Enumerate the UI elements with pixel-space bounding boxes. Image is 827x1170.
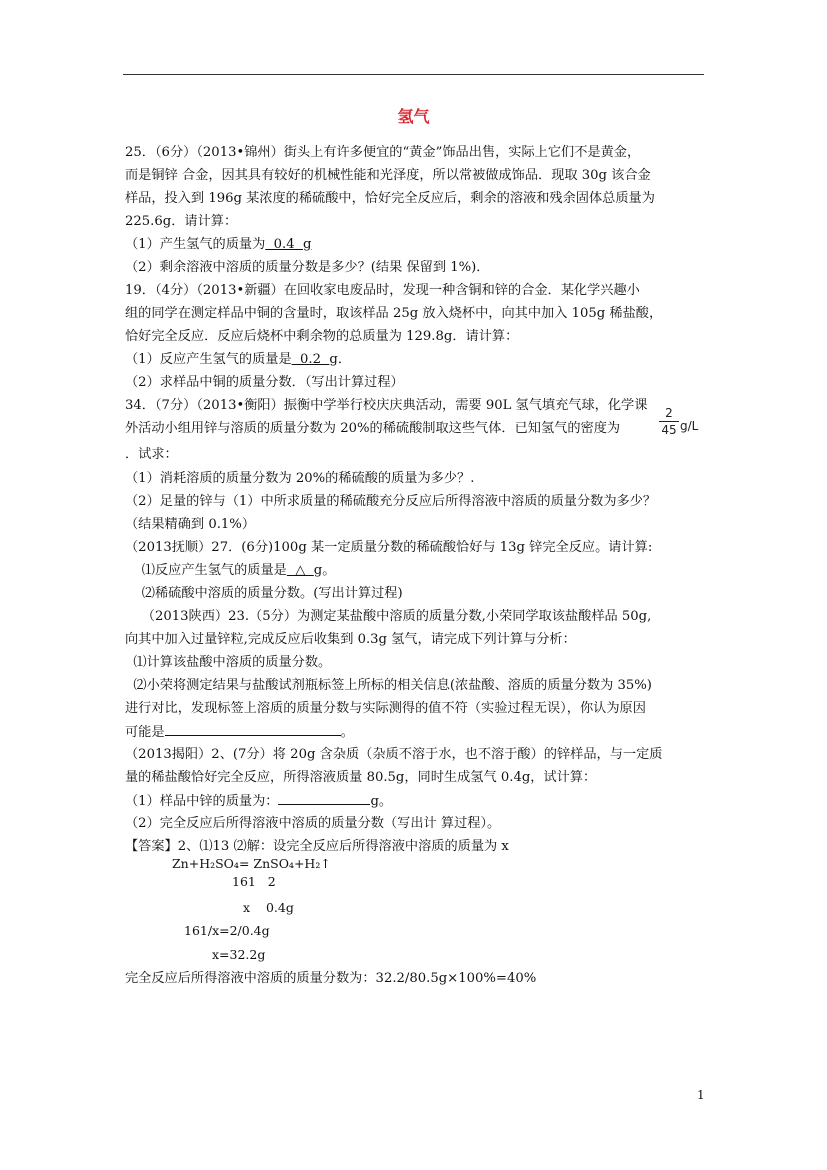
q19-line2: 组的同学在测定样品中铜的含量时，取该样品 25g 放入烧杯中，向其中加入 105g 稀盐酸， — [125, 306, 663, 321]
answer-proportion: 161/x=2/0.4g — [184, 923, 270, 938]
q19-line4 — [125, 351, 351, 369]
q2-line3 — [125, 792, 392, 811]
answer-ratio-bottom: x 0.4g — [243, 900, 294, 915]
q23-q2-text: 可能是 — [125, 725, 165, 740]
q25-line5 — [125, 236, 311, 254]
q19-line5: （2）求样品中铜的质量分数．（写出计算过程） — [125, 375, 404, 390]
answer-equation: Zn+H₂SO₄= ZnSO₄+H₂↑ — [172, 856, 331, 871]
header-rule — [123, 74, 704, 75]
q2-q1-unit: g。 — [370, 794, 393, 809]
q34-line2: 外活动小组用锌与溶质的质量分数为 20%的稀硫酸制取这些气体．已知氢气的密度为 — [125, 421, 621, 436]
density-fraction — [657, 406, 681, 437]
q25-line1: 25．（6分）（2013•锦州）街头上有许多便宜的“黄金”饰品出售，实际上它们不是黄金， — [125, 145, 641, 160]
answer-line1: 【答案】2、⑴13 ⑵解：设完全反应后所得溶液中溶质的质量为 x — [125, 839, 509, 854]
q34-line3: ．试求： — [125, 447, 178, 462]
density-denominator: 45 — [661, 423, 677, 437]
q23-line4: ⑵小荣将测定结果与盐酸试剂瓶标签上所标的相关信息(浓盐酸、溶质的质量分数为 35%) — [125, 678, 652, 693]
q25-q1-text: （1）产生氢气的质量为 — [125, 237, 266, 252]
answer-x-value: x=32.2g — [212, 947, 266, 962]
q19-q1-unit: g． — [329, 352, 352, 367]
q27-q1-unit: g。 — [313, 563, 336, 578]
q23-line1: （2013陕西）23.（5分）为测定某盐酸中溶质的质量分数,小荣同学取该盐酸样品 50g, — [125, 609, 652, 624]
q27-line2 — [125, 562, 335, 580]
q19-line3: 恰好完全反应．反应后烧杯中剩余物的总质量为 129.8g．请计算： — [125, 329, 519, 344]
page-title: 氢气 — [397, 107, 430, 126]
q2-line4: （2）完全反应后所得溶液中溶质的质量分数（写出计 算过程）。 — [125, 816, 501, 831]
q25-line3: 样品，投入到 196g 某浓度的稀硫酸中，恰好完全反应后，剩余的溶液和残余固体总质量为 — [125, 191, 655, 206]
q25-line2: 而是铜锌 合金，因其具有较好的机械性能和光泽度，所以常被做成饰品．现取 30g 该合金 — [125, 168, 651, 183]
q23-line5: 进行对比，发现标签上溶质的质量分数与实际测得的值不符（实验过程无误），你认为原因 — [125, 701, 646, 716]
answer-ratio-top: 161 2 — [232, 874, 276, 889]
q34-line4: （1）消耗溶质的质量分数为 20%的稀硫酸的质量为多少？. — [125, 471, 475, 486]
fraction-bar — [659, 421, 679, 422]
q27-line3: ⑵稀硫酸中溶质的质量分数。(写出计算过程) — [125, 586, 403, 601]
q27-q1-answer: △ — [286, 563, 314, 578]
q25-line4: 225.6g．请计算： — [125, 214, 238, 229]
page-number: 1 — [697, 1088, 705, 1102]
q2-line2: 量的稀盐酸恰好完全反应，所得溶液质量 80.5g，同时生成氢气 0.4g，试计算： — [125, 770, 597, 785]
q23-q2-end: 。 — [340, 725, 354, 740]
q27-q1-text: ⑴反应产生氢气的质量是 — [125, 563, 287, 578]
q27-line1: （2013抚顺）27．(6分)100g 某一定质量分数的稀硫酸恰好与 13g 锌完全反应。请计算: — [125, 540, 653, 555]
q25-line6: （2）剩余溶液中溶质的质量分数是多少？(结果 保留到 1%)． — [125, 260, 490, 275]
q19-q1-text: （1）反应产生氢气的质量是 — [125, 352, 292, 367]
q23-line6 — [125, 723, 354, 742]
q23-line2: 向其中加入过量锌粒,完成反应后收集到 0.3g 氢气，请完成下列计算与分析： — [125, 632, 576, 647]
q23-q2-blank — [165, 723, 341, 736]
density-unit: g/L — [680, 419, 699, 433]
answer-final: 完全反应后所得溶液中溶质的质量分数为：32.2/80.5g×100%=40% — [125, 971, 537, 986]
q34-line1: 34．（7分）（2013•衡阳）振衡中学举行校庆庆典活动，需要 90L 氢气填充气球，化学课 — [125, 398, 648, 413]
density-numerator: 2 — [665, 406, 673, 420]
q2-line1: （2013揭阳）2、(7分）将 20g 含杂质（杂质不溶于水，也不溶于酸）的锌样品，与一定质 — [125, 747, 663, 762]
q19-q1-answer: 0.2 — [291, 352, 330, 367]
q34-line6: （结果精确到 0.1%） — [125, 517, 256, 532]
q2-q1-blank — [278, 792, 370, 805]
q2-q1-text: （1）样品中锌的质量为： — [125, 794, 279, 809]
q23-line3: ⑴计算该盐酸中溶质的质量分数。 — [125, 655, 332, 670]
q19-line1: 19．（4分）（2013•新疆）在回收家电废品时，发现一种含铜和锌的合金．某化学兴趣小 — [125, 283, 640, 298]
q25-q1-answer: 0.4 g — [265, 237, 312, 252]
q34-line5: （2）足量的锌与（1）中所求质量的稀硫酸充分反应后所得溶液中溶质的质量分数为多少？ — [125, 494, 657, 509]
